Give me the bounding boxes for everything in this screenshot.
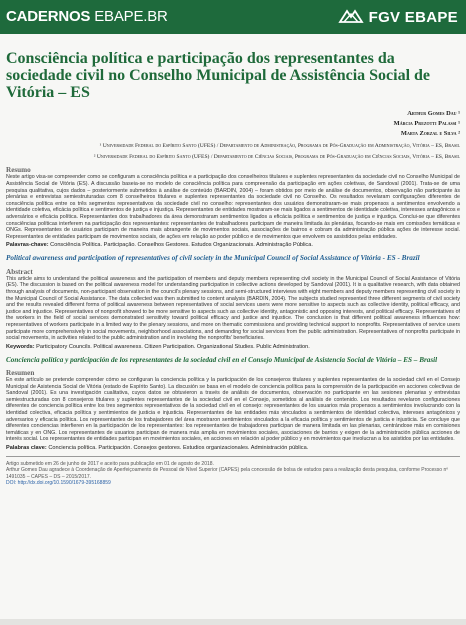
abstract-keywords-label: Keywords: — [6, 343, 35, 350]
spanish-title: Conciencia política y participación de los representantes de la sociedad civil en el Consejo Municipal de Asistencia Social de Vitória – ES – Brasil — [6, 355, 438, 364]
journal-name — [6, 8, 168, 25]
resumo-text: Neste artigo visa-se compreender como se configuram a consciência política e a participação dos conselheiros titulares e suplentes representantes da sociedade civil no Conselho Municipal de Assistência Social de Vitória (ES). A discussão baseia-se no modelo de consciência política para compreensão da participação em ações coletivas, de Sandoval (2001). Trata-se de uma pesquisa qualitativa, cujos dados – posteriormente submetidos à análise de conteúdo (BARDIN, 2004) – foram obtidos por meio de análise de documentos, observação não participante às plenárias e entrevistas semiestruturadas com 8 conselheiros titulares e suplentes representantes da sociedade civil no Conselho. Os resultados revelaram configurações diferentes de consciência política entre os três segmentos representativos da sociedade civil no conselho: representantes dos usuários demonstraram-se mais propensos a sentimentos envolvendo a identidade coletiva, eficácia política e sentimentos de justiça e injustiça. Representantes de entidades mostraram-se mais ligados a sentimentos de identidade coletiva, interesses antagônicos e adversários e eficácia política. Representantes dos trabalhadores da área demonstraram sentimentos ligados a eficácia política e sentimentos de justiça e injustiça. Conclui-se que diferentes consciências políticas interferem na participação dos representantes: representantes de trabalhadores participam de maneira limitada às plenárias, focando-se mais em comissões temáticas e ONGs. Representantes de usuários participam de maneira mais abrangente de movimentos sociais, associações de bairros e cobram da administração pública ações de interesse social. Representantes de entidades participam de movimentos sociais, de ações em relação ao poder público e de movimentos que envolvem os assistidos pelas entidades. — [6, 174, 460, 240]
abstract-text: This article aims to understand the political awareness and the participation of members and deputy members representing civil society in the Municipal Council of Social Assistance of Vitória (ES). The discussion is based on the political awareness model for understanding participation in collective actions developed by Sandoval (2001). It is a qualitative research, with data obtained through analysis of documents, non-participant observation in the council's plenary sessions, and semi-structured interviews with eight members and deputy members representing civil society in the Municipal Council of Social Assistance. The data collected was then submitted to content analysis (BARDIN, 2004). The subjects studied represented three different segments of civil society and the results revealed different forms of political awareness between representatives of social services users were more sensitive to aspects such as collective identity, political efficacy, and justice and injustice. Representatives of nonprofit showed to be more sensitive to aspects such as collective identity, antagonistic and opposing interests, and political efficacy. Representatives of the workers in the field of social services demonstrated sensitivity toward political efficacy and justice and injustice. The conclusion is that different political awareness influences how: representatives of workers participate in a limited way to the plenary sessions, and more on thematic commissions and providing technical support to nonprofits. Representatives of service users participate more comprehensively in social movements, neighborhood associations, and demanding for social services from the public administration. Representatives of nonprofits participate in social movements, in activities related to the public administration and in involving the nonprofits' beneficiaries. — [6, 275, 460, 342]
resumen-keywords — [6, 445, 460, 452]
resumen-text: En este artículo se pretende comprender cómo se configuran la conciencia política y la participación de los consejeros titulares y suplentes representantes de la sociedad civil en el Consejo Municipal de Asistencia Social de Vitória (estado de Espírito Santo). La discusión se basa en el modelo de conciencia política para la comprensión de la participación en acciones colectivas de Sandoval (2001). Es una investigación cualitativa, cuyos datos se obtuvieron a través de análisis de documentos, observación no participante en las sesiones plenarias y entrevistas semiestructuradas con 8 consejeros titulares y suplentes representantes de la sociedad civil en el Consejo, sometidos al análisis de contenido. Los resultados revelaron configuraciones diferentes de conciencia política entre los tres segmentos representativos de la sociedad civil en el consejo: representantes de los usuarios más propensos a sentimientos involucrando con la identidad colectiva, eficacia política y sentimientos de justicia e injusticia. Representantes de las entidades más vinculados a sentimientos de identidad colectiva, intereses antagónicos y adversarios y eficacia política. Los representantes de los trabajadores del área mostraron sentimientos vinculados a la eficacia política y sentimientos de justicia e injusticia. Se concluye que diferentes conciencias interfieren en la participación de los representantes: los representantes de trabajadores participan de manera limitada en las plenarias, centrándose más en comisiones temáticas y en ONG. Los representantes de usuarios participan de manera más amplia en movimientos sociales, asociaciones de barrios y exigen de la administración pública acciones de interés social. Los representantes de entidades participan en movimientos sociales, en acciones en relación al poder público y en movimientos que involucran a los asistidos por las entidades. — [6, 377, 460, 443]
affiliation-1: ¹ Universidade Federal do Espírito Santo (UFES) / Departamento de Administração, Programa de Pós-Graduação em Administração, Vitória – ES, Brasil — [99, 143, 460, 149]
article-content — [6, 50, 460, 487]
affiliation-2: ² Universidade Federal do Espírito Santo (UFES) / Departamento de Ciências Sociais, Programa de Pós-Graduação em Ciências Sociais, Vitória – ES, Brasil — [93, 154, 460, 161]
resumo-heading: Resumo — [6, 166, 31, 175]
resumo-keywords-text: Consciência Política. Participação. Conselhos Gestores. Estudos Organizacionais. Administração Pública. — [50, 242, 313, 249]
institution-logo — [338, 6, 458, 28]
institution-name: FGV EBAPE — [368, 8, 458, 26]
page-footer-strip — [0, 619, 466, 625]
resumo-keywords — [6, 242, 460, 249]
resumo-keywords-label: Palavras-chave: — [6, 242, 49, 249]
english-title: Political awareness and participation of representatives of civil society in the Municipal Council of Social Assistance of Vitória - ES - Brazil — [6, 254, 420, 263]
abstract-keywords — [6, 344, 460, 351]
journal-name-bold: CADERNOS — [6, 8, 91, 25]
abstract-keywords-text: Participatory Councils. Political awareness. Citizen Participation. Organizational Studies. Public Administration. — [36, 343, 310, 350]
journal-name-light: EBAPE.BR — [94, 8, 168, 25]
abstract-heading: Abstract — [6, 267, 33, 276]
journal-header — [0, 0, 466, 34]
footnote-funding: Arthur Gomes Dau agradece à Coordenação de Aperfeiçoamento de Pessoal de Nível Superior (CAPES) pela concessão de bolsa de estudos para a realização desta pesquisa, conforme Processo nº 1491035 – CAPES – DS – 2015/2017. — [6, 467, 449, 480]
author-2: Márcia Prezotti Palassi ¹ — [393, 120, 460, 127]
footnotes — [6, 461, 460, 487]
resumen-keywords-label: Palabras clave: — [6, 445, 47, 452]
article-title: Consciência política e participação dos representantes da sociedade civil no Conselho Municipal de Assistência Social de Vitória – ES — [6, 50, 431, 101]
resumen-keywords-text: Conciencia política. Participación. Consejos gestores. Estudios organizacionales. Administración pública. — [48, 445, 309, 452]
author-3: Marta Zorzal e Silva ² — [400, 130, 460, 137]
footnote-divider — [6, 456, 460, 457]
author-1: Arthur Gomes Dau ¹ — [407, 110, 460, 117]
fgv-logo-icon — [338, 8, 364, 26]
footnote-dates: Artigo submetido em 26 de junho de 2017 e aceito para publicação em 01 de agosto de 2018. — [6, 461, 214, 468]
doi-link[interactable]: DOI: http://dx.doi.org/10.1590/1679-395168859 — [6, 480, 111, 487]
resumen-heading: Resumen — [6, 369, 35, 378]
author-list — [6, 109, 460, 139]
